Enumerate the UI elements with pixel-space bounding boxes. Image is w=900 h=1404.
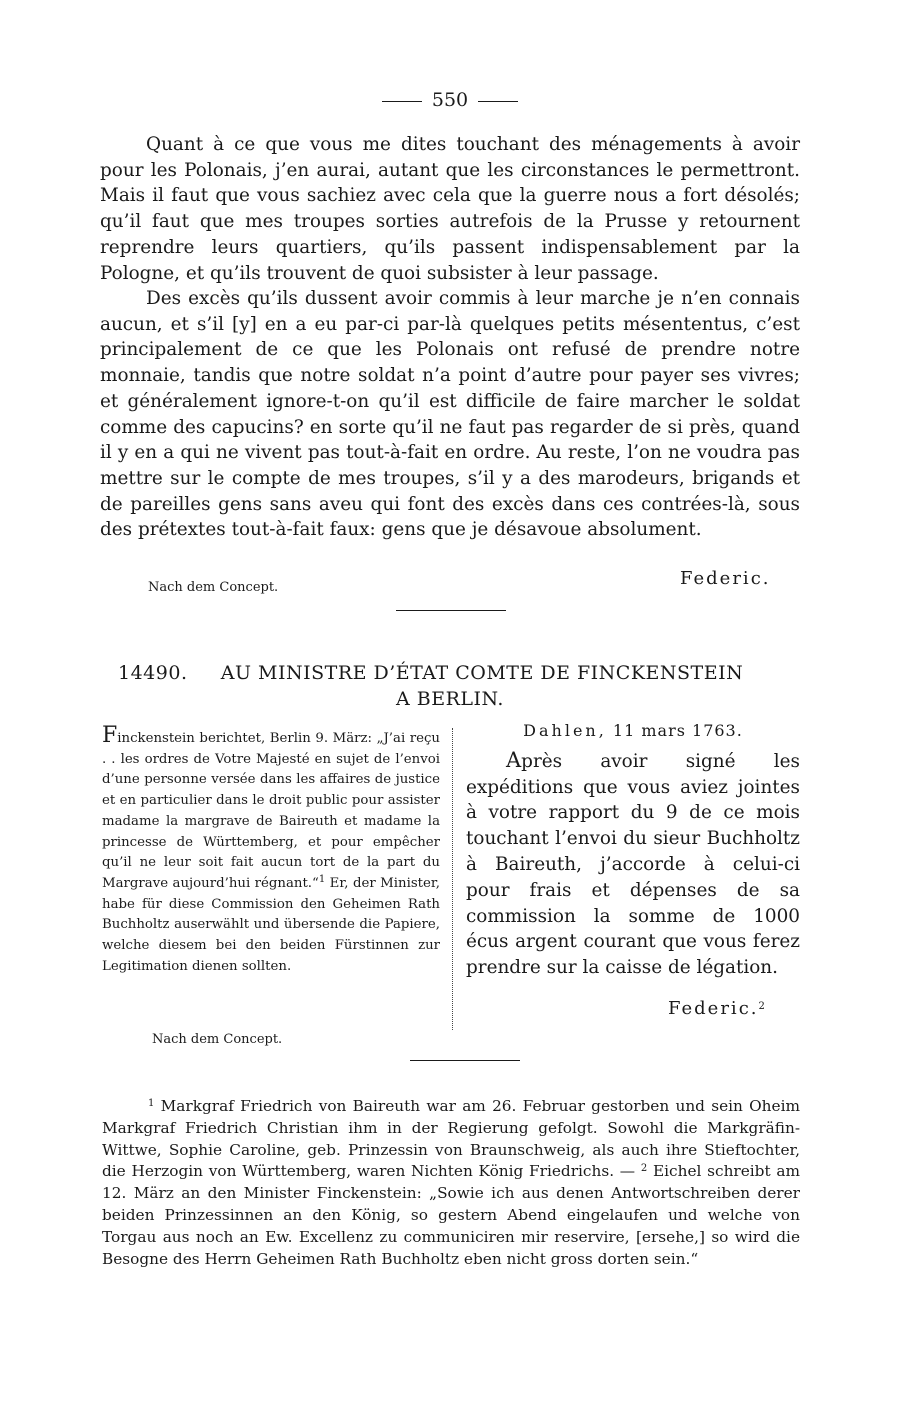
page-number: 550	[431, 89, 469, 111]
page-number-header	[0, 88, 900, 112]
paragraph-2	[100, 286, 800, 543]
letter-heading	[100, 660, 800, 712]
paragraph-1	[100, 132, 800, 286]
letter-heading-line1: AU MINISTRE D’ÉTAT COMTE DE FINCKENSTEIN	[220, 662, 744, 684]
letter-heading-line2: A BERLIN.	[396, 688, 504, 710]
footnote-1-text: Markgraf Friedrich von Baireuth war am 26. Februar gestorben und sein Oheim Markgraf Friedrich Christian ihm in der Regierung gefolgt. Sowohl die Markgräfin-Wittwe, Sophie Caroline, geb. Prinzessin von Braunschweig, als auch ihre Stieftochter, die Herzogin von Württemberg, waren Nichten König Friedrichs. —	[102, 1097, 800, 1181]
source-note-1: Nach dem Concept.	[148, 580, 279, 595]
section-rule-2	[410, 1060, 520, 1061]
letter-date-rest: 11 mars 1763.	[606, 721, 743, 740]
summary-footnote-mark: 1	[318, 873, 326, 885]
letter-number: 14490.	[118, 662, 188, 684]
summary-initial: F	[102, 723, 118, 748]
signature-2-text: Federic.	[668, 998, 759, 1019]
summary-tail: Er, der Minister, habe für diese Commission den Geheimen Rath Buchholtz auserwählt und übersende die Papiere, welche diesem bei den beiden Fürstinnen zur Legitimation dienen sollten.	[102, 875, 440, 974]
header-dash-left	[382, 101, 422, 102]
letter-date-place: Dahlen,	[523, 721, 607, 740]
section-rule-1	[396, 610, 506, 611]
letter-body	[466, 718, 800, 981]
signature-2-footnote-mark: 2	[758, 1001, 767, 1012]
letter-summary	[102, 723, 440, 977]
footnote-block	[102, 1096, 800, 1270]
footnote-1-mark: 1	[148, 1098, 155, 1109]
letter-text-initial: A	[506, 747, 522, 772]
header-dash-right	[478, 101, 518, 102]
letter-text-body: près avoir signé les expéditions que vous aviez jointes à votre rapport du 9 de ce mois touchant l’envoi du sieur Buchholtz à Baireuth, j’accorde à celui-ci pour frais et dépenses de sa commission la somme de 1000 écus argent courant que vous ferez prendre sur la caisse de légation.	[466, 750, 800, 979]
column-divider	[452, 728, 453, 1030]
paragraph-1-text: Quant à ce que vous me dites touchant des ménagements à avoir pour les Polonais, j’en aurai, autant que les circonstances le permettront. Mais il faut que vous sachiez avec cela que la guerre nous a fort désolés; qu’il faut que mes troupes sorties autrefois de la Prusse y retournent reprendre leurs quartiers, qu’ils passent indispensablement par la Pologne, et qu’ils trouvent de quoi subsister à leur passage.	[100, 134, 800, 284]
letter-date	[466, 718, 800, 744]
source-note-2: Nach dem Concept.	[152, 1032, 283, 1047]
letter-text	[466, 748, 800, 981]
summary-text: inckenstein berichtet, Berlin 9. März: „J’ai reçu . . les ordres de Votre Majesté en sujet de l’envoi d’une personne versée dans les affaires de justice et en particulier dans le droit public pour assister madame la margrave de Baireuth et madame la princesse de Württemberg, et pour empêcher qu’il ne leur soit fait aucun tort de la part du Margrave aujourd’hui régnant.“	[102, 731, 440, 891]
signature-1: Federic.	[680, 568, 771, 589]
footnote-2-mark: 2	[640, 1163, 648, 1175]
signature-2	[668, 998, 767, 1019]
paragraph-2-text: Des excès qu’ils dussent avoir commis à leur marche je n’en connais aucun, et s’il [y] en a eu par-ci par-là quelques petits mésententus, c’est principalement de ce que les Polonais ont refusé de prendre notre monnaie, tandis que notre soldat n’a point d’autre pour payer ses vivres; et généralement ignore-t-on qu’il est difficile de faire marcher le soldat comme des capucins? en sorte qu’il ne faut pas regarder de si près, quand il y en a qui ne vivent pas tout-à-fait en ordre. Au reste, l’on ne voudra pas mettre sur le compte de mes troupes, s’il y a des marodeurs, brigands et de pareilles gens sans aveu qui font des excès dans ces contrées-là, sous des prétextes tout-à-fait faux: gens que je désavoue absolument.	[100, 288, 800, 541]
footnote-2-text: Eichel schreibt am 12. März an den Minister Finckenstein: „Sowie ich aus denen Antwortschreiben derer beiden Prinzessinnen an den König, so gestern Abend eingelaufen und welche von Torgau aus noch an Ew. Excellenz zu communiciren mir reservire, [ersehe,] so wird die Besogne des Herrn Geheimen Rath Buchholtz eben nicht gross dorten sein.“	[102, 1162, 800, 1268]
footnotes	[102, 1096, 800, 1270]
